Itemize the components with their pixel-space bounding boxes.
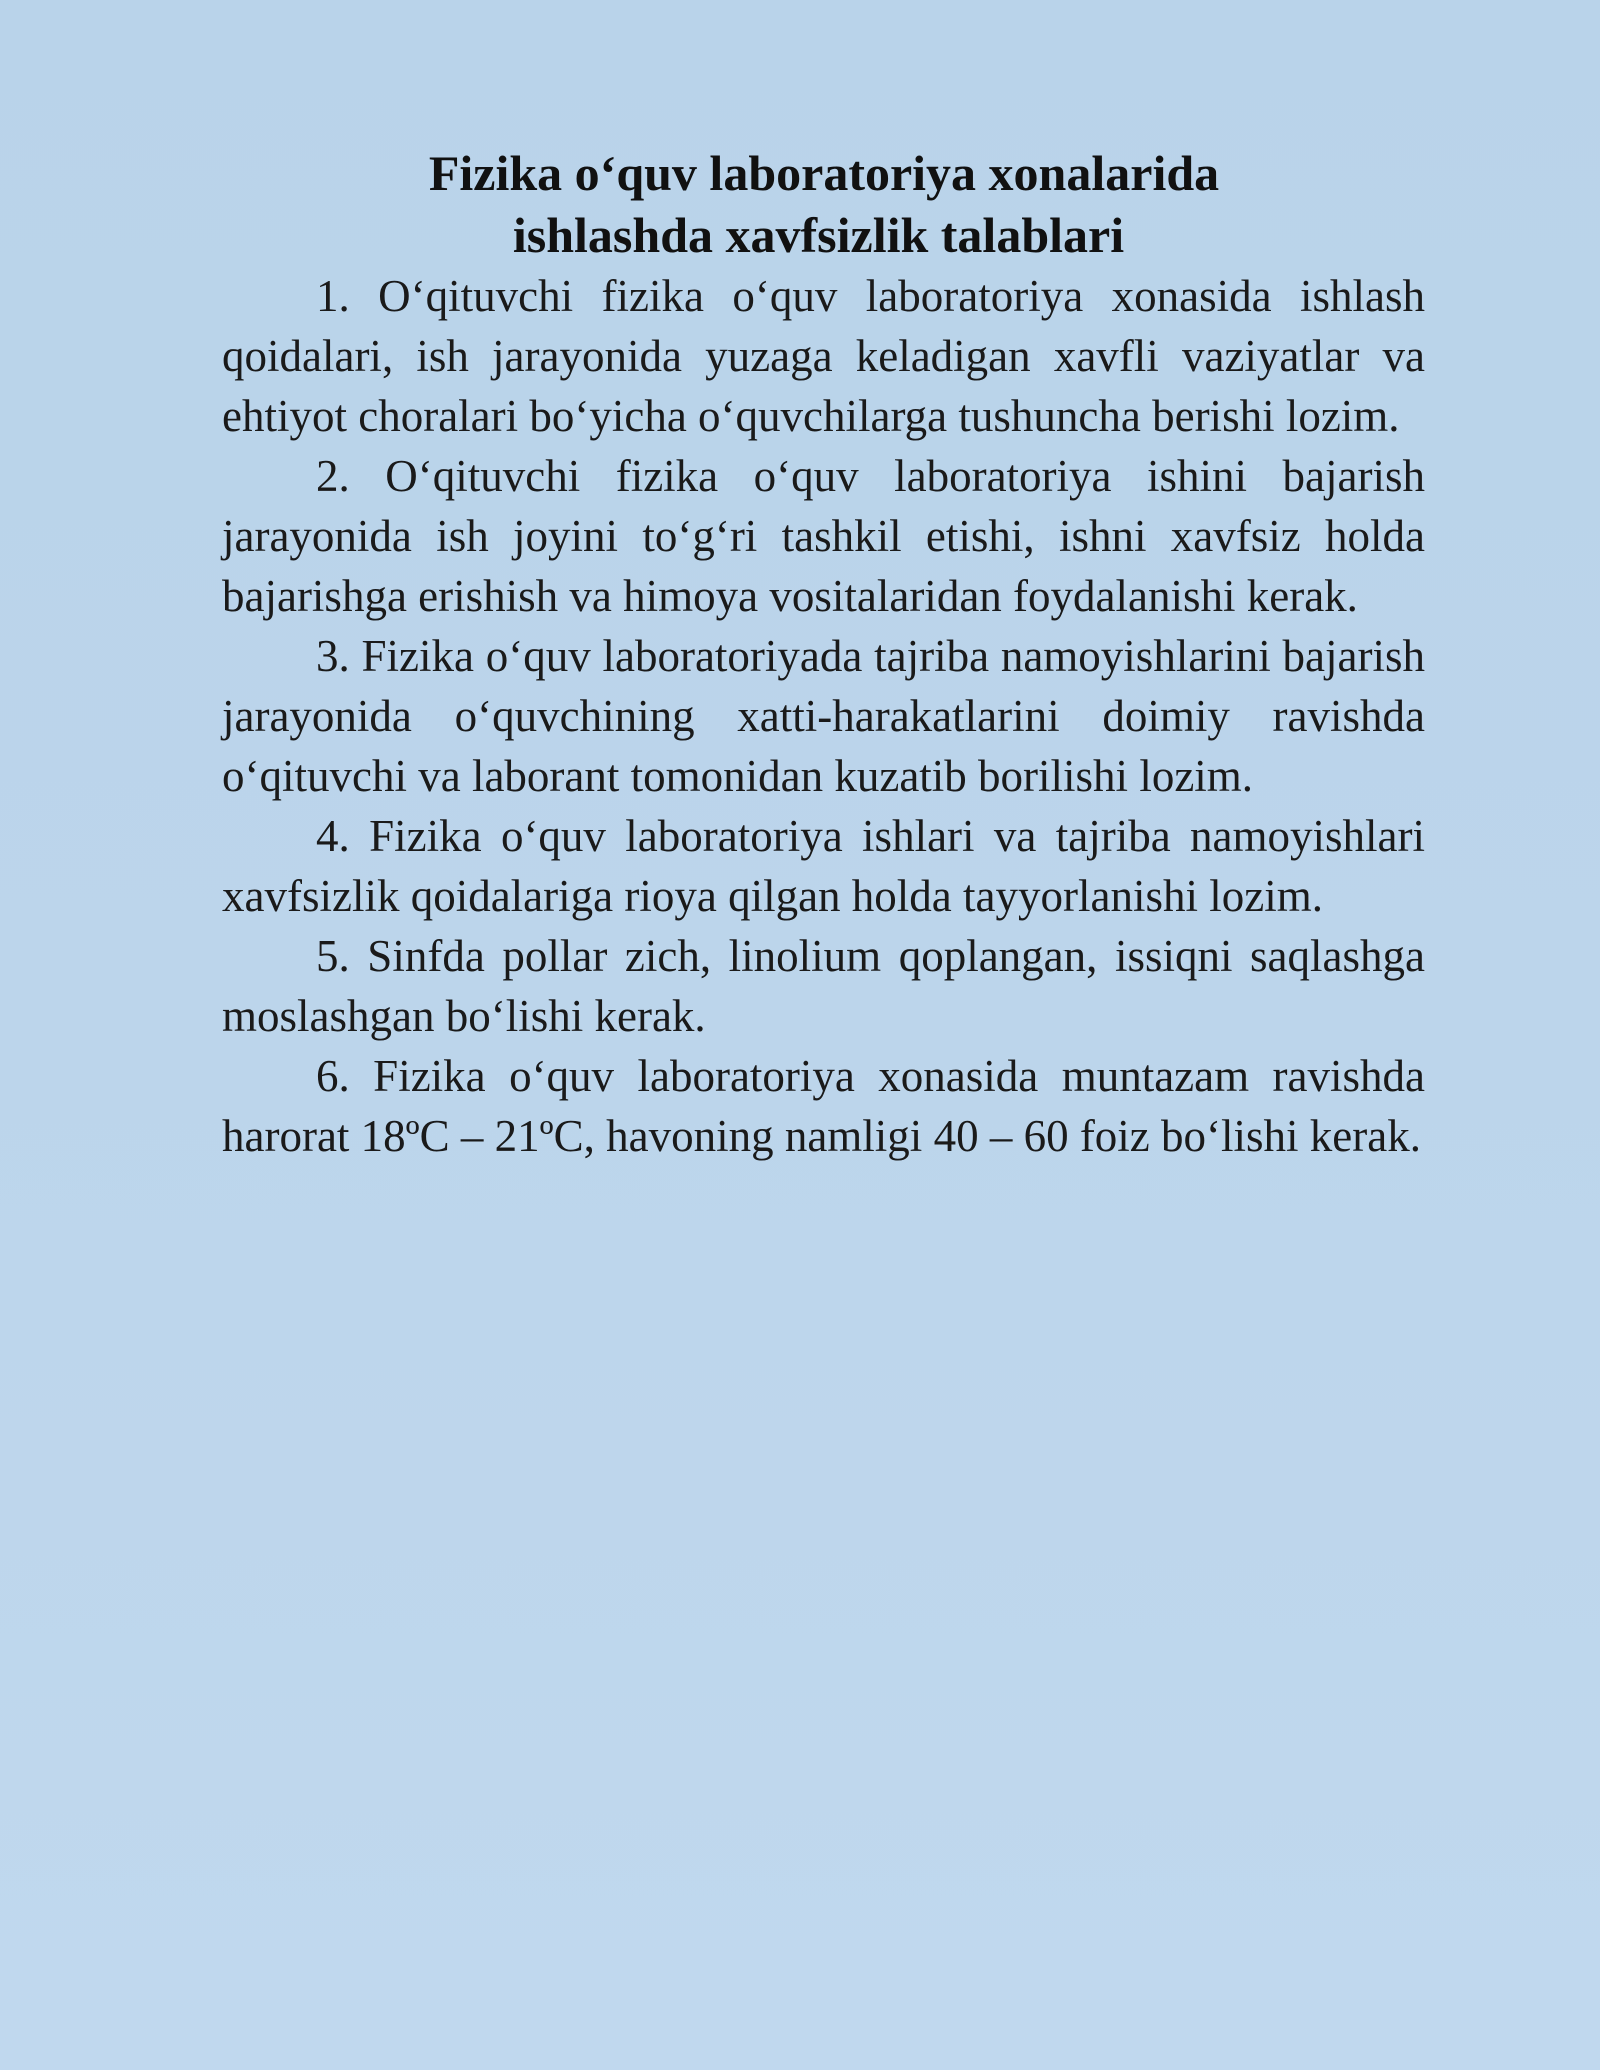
requirement-item-3: 3. Fizika o‘quv laboratoriyada tajriba namoyishlarini bajarish jarayonida o‘quvchining xatti-harakatlarini doimiy ravishda o‘qituvchi va laborant tomonidan kuzatib borilishi lozim. xyxy=(222,631,1425,801)
document-title xyxy=(222,142,1425,266)
title-line-2: ishlashda xavfsizlik talablari xyxy=(512,207,1125,263)
requirements-list xyxy=(222,266,1425,1166)
requirement-item-1: 1. O‘qituvchi fizika o‘quv laboratoriya xonasida ishlash qoidalari, ish jarayonida yuzaga keladigan xavfli vaziyatlar va ehtiyot choralari bo‘yicha o‘quvchilarga tushuncha berishi lozim. xyxy=(222,271,1425,441)
title-line-1: Fizika o‘quv laboratoriya xonalarida xyxy=(428,145,1220,201)
document-body xyxy=(222,142,1425,1166)
requirement-item-4: 4. Fizika o‘quv laboratoriya ishlari va tajriba namoyishlari xavfsizlik qoidalariga rioya qilgan holda tayyorlanishi lozim. xyxy=(222,811,1425,921)
requirement-item-6: 6. Fizika o‘quv laboratoriya xonasida muntazam ravishda harorat 18ºC – 21ºC, havoning namligi 40 – 60 foiz bo‘lishi kerak. xyxy=(222,1051,1425,1161)
requirement-item-2: 2. O‘qituvchi fizika o‘quv laboratoriya ishini bajarish jarayonida ish joyini to‘g‘ri tashkil etishi, ishni xavfsiz holda bajarishga erishish va himoya vositalaridan foydalanishi kerak. xyxy=(222,451,1425,621)
requirement-item-5: 5. Sinfda pollar zich, linolium qoplangan, issiqni saqlashga moslashgan bo‘lishi kerak. xyxy=(222,931,1425,1041)
